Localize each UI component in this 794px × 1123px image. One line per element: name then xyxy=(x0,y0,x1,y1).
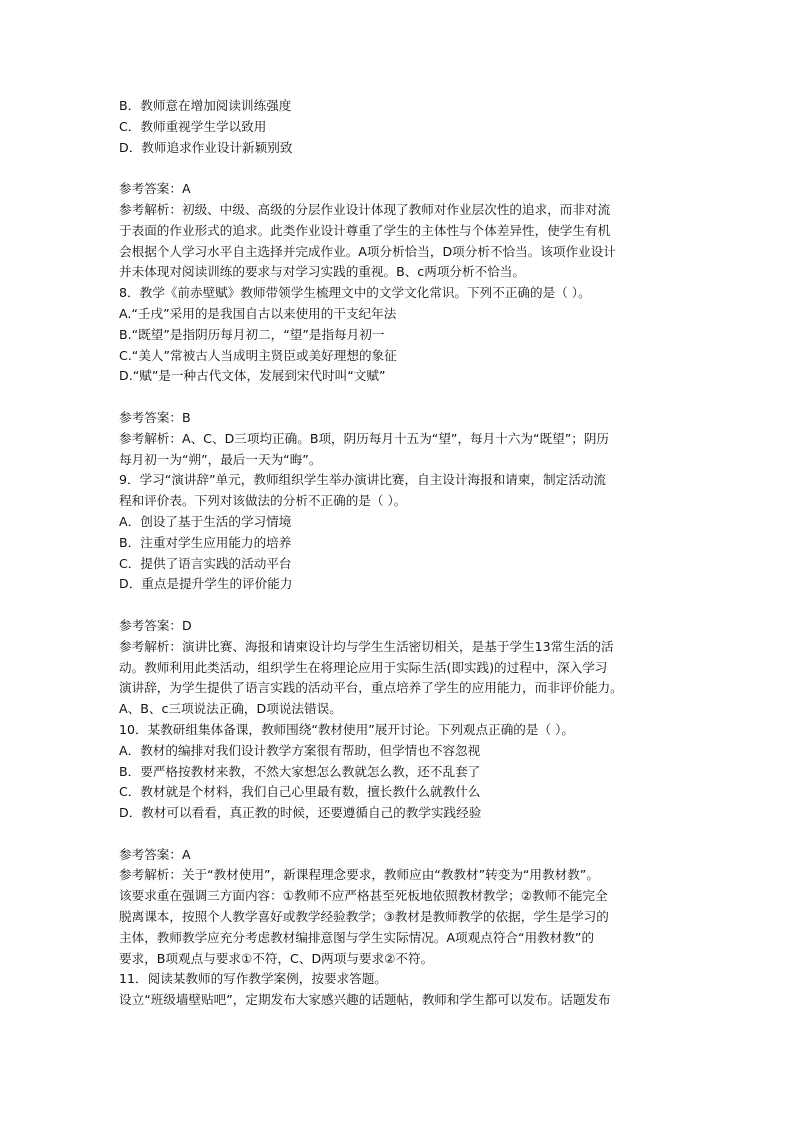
answer-line: 参考答案：D xyxy=(119,617,192,633)
analysis-line: 要求，B项观点与要求①不符，C、D两项与要求②不符。 xyxy=(119,950,434,966)
analysis-line: 该要求重在强调三方面内容：①教师不应严格甚至死板地依照教材教学；②教师不能完全 xyxy=(119,888,608,904)
analysis-line: 演讲辞，为学生提供了语言实践的活动平台，重点培养了学生的应用能力，而非评价能力。 xyxy=(119,680,623,696)
document-page xyxy=(119,96,679,1011)
question-line: 8．教学《前赤壁赋》教师带领学生梳理文中的文学文化常识。下列不正确的是（ ）。 xyxy=(119,285,591,301)
analysis-line: 参考解析：A、C、D三项均正确。B项，阴历每月十五为“望”，每月十六为“既望”；阴历 xyxy=(119,430,610,446)
analysis-line: 参考解析：演讲比赛、海报和请柬设计均与学生生活密切相关，是基于学生13常生活的活 xyxy=(119,638,614,654)
option-line: D．教师追求作业设计新颖别致 xyxy=(119,139,293,155)
analysis-line: 每月初一为“朔”，最后一天为“晦”。 xyxy=(119,451,322,467)
question-line: 11．阅读某教师的写作教学案例，按要求答题。 xyxy=(119,971,387,987)
option-line: B．注重对学生应用能力的培养 xyxy=(119,534,292,550)
option-line: A.“壬戌”采用的是我国自古以来使用的干支纪年法 xyxy=(119,305,397,321)
answer-line: 参考答案：A xyxy=(119,846,191,862)
analysis-line: 会根据个人学习水平自主选择并完成作业。A项分析恰当，D项分析不恰当。该项作业设计 xyxy=(119,243,616,259)
question-line: 9．学习“演讲辞”单元，教师组织学生举办演讲比赛，自主设计海报和请柬，制定活动流 xyxy=(119,472,607,488)
option-line: B．教师意在增加阅读训练强度 xyxy=(119,98,292,113)
option-line: C．提供了语言实践的活动平台 xyxy=(119,555,292,571)
answer-line: 参考答案：A xyxy=(119,181,191,197)
blank-line xyxy=(119,387,679,408)
analysis-line: 主体，教师教学应充分考虑教材编排意图与学生实际情况。A项观点符合“用教材教”的 xyxy=(119,929,595,945)
option-line: D．教材可以看看，真正教的时候，还要遵循自己的教学实践经验 xyxy=(119,805,482,821)
analysis-line: 并未体现对阅读训练的要求与对学习实践的重视。B、c两项分析不恰当。 xyxy=(119,264,525,280)
question-line: 10．某教研组集体备课，教师围绕“教材使用”展开讨论。下列观点正确的是（ ）。 xyxy=(119,721,574,737)
option-line: D．重点是提升学生的评价能力 xyxy=(119,576,293,592)
option-line: D.“赋”是一种古代文体，发展到宋代时叫“文赋” xyxy=(119,368,386,384)
question-line: 程和评价表。下列对该做法的分析不正确的是（ ）。 xyxy=(119,493,407,509)
option-line: B．要严格按教材来教，不然大家想怎么教就怎么教，还不乱套了 xyxy=(119,763,481,779)
blank-line xyxy=(119,158,679,179)
blank-line xyxy=(119,824,679,845)
option-line: C.“美人”常被古人当成明主贤臣或美好理想的象征 xyxy=(119,347,397,363)
analysis-line: 于表面的作业形式的追求。此类作业设计尊重了学生的主体性与个体差异性，使学生有机 xyxy=(119,222,611,238)
body-text-line: 设立“班级墙壁贴吧”，定期发布大家感兴趣的话题帖，教师和学生都可以发布。话题发布 xyxy=(119,992,611,1008)
blank-line xyxy=(119,595,679,616)
option-line: A．创设了基于生活的学习情境 xyxy=(119,513,292,529)
option-line: B.“既望”是指阴历每月初二，“望”是指每月初一 xyxy=(119,326,385,342)
option-line: C．教材就是个材料，我们自己心里最有数，擅长教什么就教什么 xyxy=(119,784,481,800)
option-line: A．教材的编排对我们设计教学方案很有帮助，但学情也不容忽视 xyxy=(119,742,481,758)
analysis-line: 参考解析：关于“教材使用”，新课程理念要求，教师应由“教教材”转变为“用教材教”。 xyxy=(119,867,599,883)
answer-line: 参考答案：B xyxy=(119,409,191,425)
analysis-line: 动。教师利用此类活动，组织学生在将理论应用于实际生活(即实践)的过程中，深入学习 xyxy=(119,659,608,675)
analysis-line: 参考解析：初级、中级、高级的分层作业设计体现了教师对作业层次性的追求，而非对流 xyxy=(119,201,611,217)
analysis-line: 脱离课本，按照个人教学喜好或教学经验教学；③教材是教师教学的依据，学生是学习的 xyxy=(119,909,609,925)
analysis-line: A、B、c三项说法正确，D项说法错误。 xyxy=(119,701,342,717)
option-line: C．教师重视学生学以致用 xyxy=(119,118,267,134)
